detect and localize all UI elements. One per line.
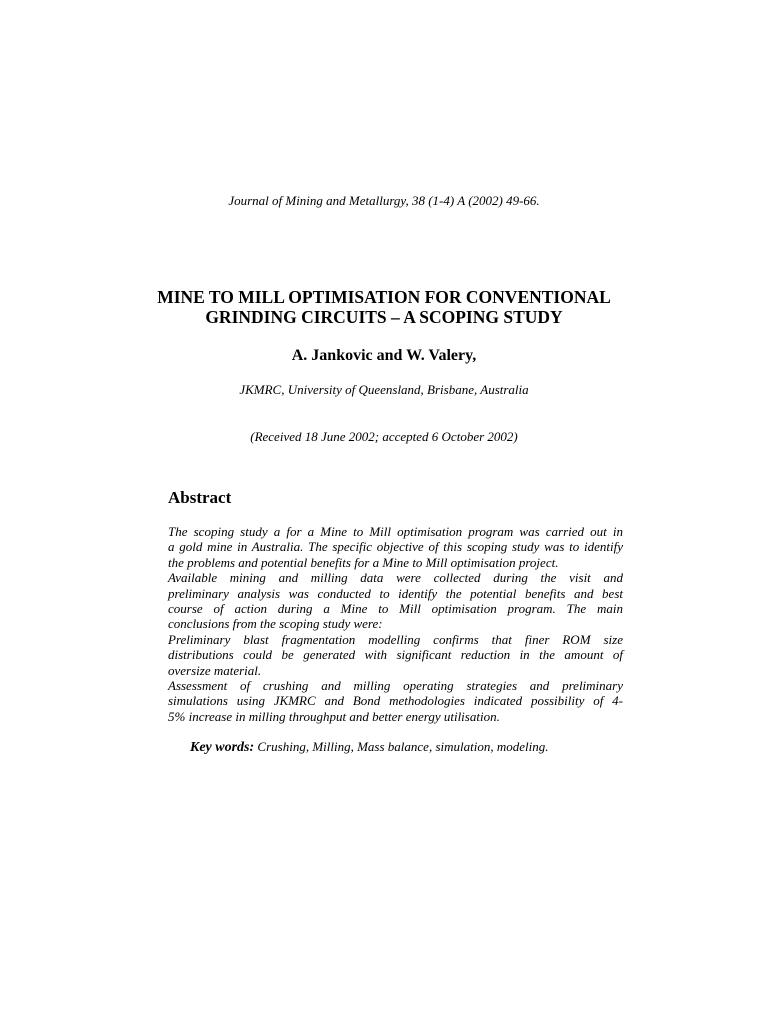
abstract-line: Assessment of crushing and milling operating strategies and preliminary <box>168 678 623 694</box>
keywords-label: Key words: <box>190 740 255 755</box>
abstract-paragraph <box>145 570 623 632</box>
abstract-line: Available mining and milling data were collected during the visit and <box>168 570 623 586</box>
journal-citation: Journal of Mining and Metallurgy, 38 (1-4) A (2002) 49-66. <box>228 193 540 208</box>
keywords <box>190 739 548 756</box>
affiliation: JKMRC, University of Queensland, Brisbane, Australia <box>239 382 529 397</box>
abstract-paragraph <box>145 678 623 724</box>
paper-title-line-2: GRINDING CIRCUITS – A SCOPING STUDY <box>205 307 563 327</box>
abstract-paragraph <box>145 524 623 570</box>
abstract-line: simulations using JKMRC and Bond methodologies indicated possibility of 4- <box>168 693 623 709</box>
abstract-heading: Abstract <box>168 488 232 507</box>
keywords-text: Crushing, Milling, Mass balance, simulation, modeling. <box>257 739 549 754</box>
paper-title-line-1: MINE TO MILL OPTIMISATION FOR CONVENTIONAL <box>157 287 611 307</box>
abstract-line: conclusions from the scoping study were: <box>168 616 383 632</box>
abstract-line: oversize material. <box>168 662 262 678</box>
abstract-line: distributions could be generated with significant reduction in the amount of <box>168 647 623 663</box>
abstract-line: Preliminary blast fragmentation modelling confirms that finer ROM size <box>168 631 623 647</box>
abstract-line: course of action during a Mine to Mill optimisation program. The main <box>168 601 623 617</box>
abstract-line: the problems and potential benefits for a Mine to Mill optimisation project. <box>168 554 559 570</box>
abstract-line: a gold mine in Australia. The specific objective of this scoping study was to identify <box>168 539 623 555</box>
abstract-line: The scoping study a for a Mine to Mill optimisation program was carried out in <box>168 524 623 539</box>
abstract-line: preliminary analysis was conducted to identify the potential benefits and best <box>168 585 623 601</box>
paper-title <box>0 287 768 327</box>
authors: A. Jankovic and W. Valery, <box>291 347 477 364</box>
abstract-paragraph <box>145 632 623 678</box>
abstract-line: 5% increase in milling throughput and better energy utilisation. <box>168 708 500 724</box>
received-dates: (Received 18 June 2002; accepted 6 October 2002) <box>250 429 518 444</box>
abstract-body <box>145 524 623 724</box>
